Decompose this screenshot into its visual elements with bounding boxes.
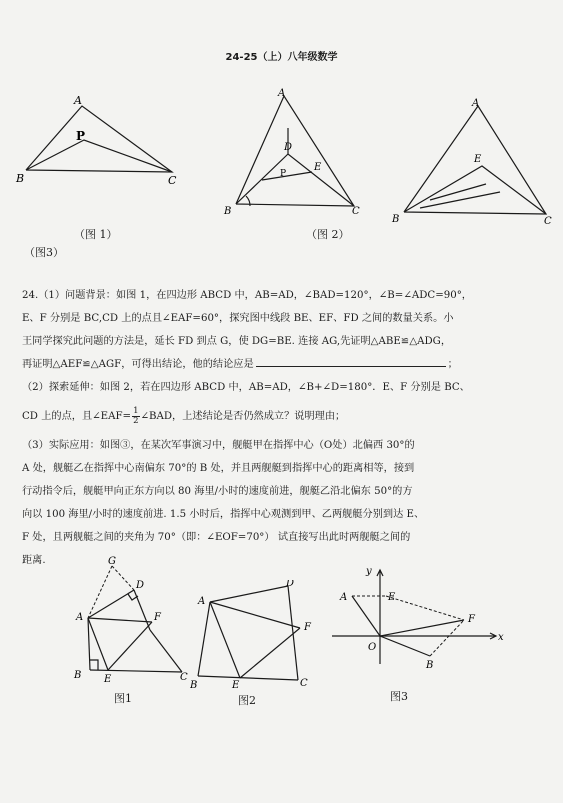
fraction — [132, 407, 139, 426]
caption-bottom-fig-2: 图2 — [238, 694, 256, 707]
label-b: B — [190, 680, 198, 691]
label-p: P — [76, 129, 86, 143]
label-b: B — [392, 214, 400, 225]
label-e: E — [474, 154, 482, 165]
problem-line: （3）实际应用：如图③，在某次军事演习中，舰艇甲在指挥中心（O处）北偏西 30°的 — [22, 440, 415, 451]
label-y: y — [366, 566, 372, 577]
label-b: B — [16, 172, 25, 185]
caption-fig-3: （图3） — [24, 246, 64, 259]
line-text: 再证明△AEF≌△AGF，可得出结论，他的结论应是 — [22, 359, 254, 370]
problem-line: 距离. — [22, 555, 46, 566]
label-f: F — [154, 612, 161, 623]
fraction-denominator: 2 — [133, 415, 139, 426]
caption-fig-1: （图 1） — [74, 228, 118, 241]
label-e: E — [104, 674, 112, 685]
problem-line: 王同学探究此问题的方法是，延长 FD 到点 G，使 DG=BE. 连接 AG,先证明△ABE≌△ADG， — [22, 336, 452, 347]
caption-fig-2: （图 2） — [306, 228, 350, 241]
fraction-numerator: 1 — [133, 405, 139, 416]
label-d: D — [136, 580, 145, 591]
label-a: A — [198, 596, 206, 607]
label-g: G — [108, 556, 116, 567]
label-a: A — [76, 612, 84, 623]
problem-line: F 处，且两舰艇之间的夹角为 70°（即：∠EOF=70°） 试直接写出此时两舰艇之间的 — [22, 532, 411, 543]
label-b: B — [74, 670, 82, 681]
line-text: ； — [447, 359, 458, 370]
problem-text — [22, 284, 542, 572]
caption-bottom-fig-3: 图3 — [390, 690, 408, 703]
label-c: C — [180, 672, 188, 683]
label-b: B — [426, 660, 434, 671]
label-d: D — [286, 580, 295, 589]
label-e: E — [388, 592, 396, 603]
top-figure-1 — [14, 88, 186, 188]
line-text: ∠BAD，上述结论是否仍然成立？说明理由； — [140, 411, 346, 422]
bottom-figure-1 — [68, 552, 194, 692]
label-o: O — [368, 642, 377, 653]
label-f: F — [304, 622, 311, 633]
problem-line: 24.（1）问题背景：如图 1，在四边形 ABCD 中，AB=AD，∠BAD=120°，∠B=∠ADC=90°， — [22, 290, 472, 301]
problem-line: E、F 分别是 BC,CD 上的点且∠EAF=60°，探究图中线段 BE、EF、FD 之间的数量关系。小 — [22, 313, 454, 324]
label-d: D — [284, 142, 293, 153]
line-text: CD 上的点，且∠EAF= — [22, 411, 132, 422]
problem-line: A 处，舰艇乙在指挥中心南偏东 70°的 B 处，并且两舰艇到指挥中心的距离相等，接到 — [22, 463, 415, 474]
label-a: A — [74, 94, 82, 107]
top-figure-2 — [222, 88, 368, 216]
label-a: A — [472, 98, 480, 109]
label-c: C — [168, 174, 177, 187]
label-x: x — [498, 632, 504, 643]
problem-line — [22, 353, 542, 376]
label-e: E — [232, 680, 240, 691]
answer-blank[interactable] — [256, 356, 446, 367]
problem-line: （2）探索延伸：如图 2，若在四边形 ABCD 中，AB=AD，∠B+∠D=180°．E、F 分别是 BC、 — [22, 382, 470, 393]
top-figure-3 — [390, 94, 562, 226]
problem-line — [22, 405, 542, 428]
label-c: C — [544, 216, 552, 226]
label-p: P — [280, 169, 287, 179]
label-a: A — [278, 88, 286, 99]
label-c: C — [300, 678, 308, 689]
label-a: A — [340, 592, 348, 603]
problem-line: 向以 100 海里/小时的速度前进. 1.5 小时后，指挥中心观测到甲、乙两舰艇分别到达 E、 — [22, 509, 425, 520]
label-f: F — [468, 614, 475, 625]
label-c: C — [352, 206, 360, 216]
caption-bottom-fig-1: 图1 — [114, 692, 132, 705]
problem-line: 行动指令后，舰艇甲向正东方向以 80 海里/小时的速度前进，舰艇乙沿北偏东 50°的方 — [22, 486, 413, 497]
bottom-figure-2 — [190, 580, 326, 692]
bottom-figure-3 — [328, 560, 508, 680]
label-e: E — [314, 162, 322, 173]
label-b: B — [224, 206, 232, 216]
page-header: 24-25（上）八年级数学 — [225, 52, 338, 63]
